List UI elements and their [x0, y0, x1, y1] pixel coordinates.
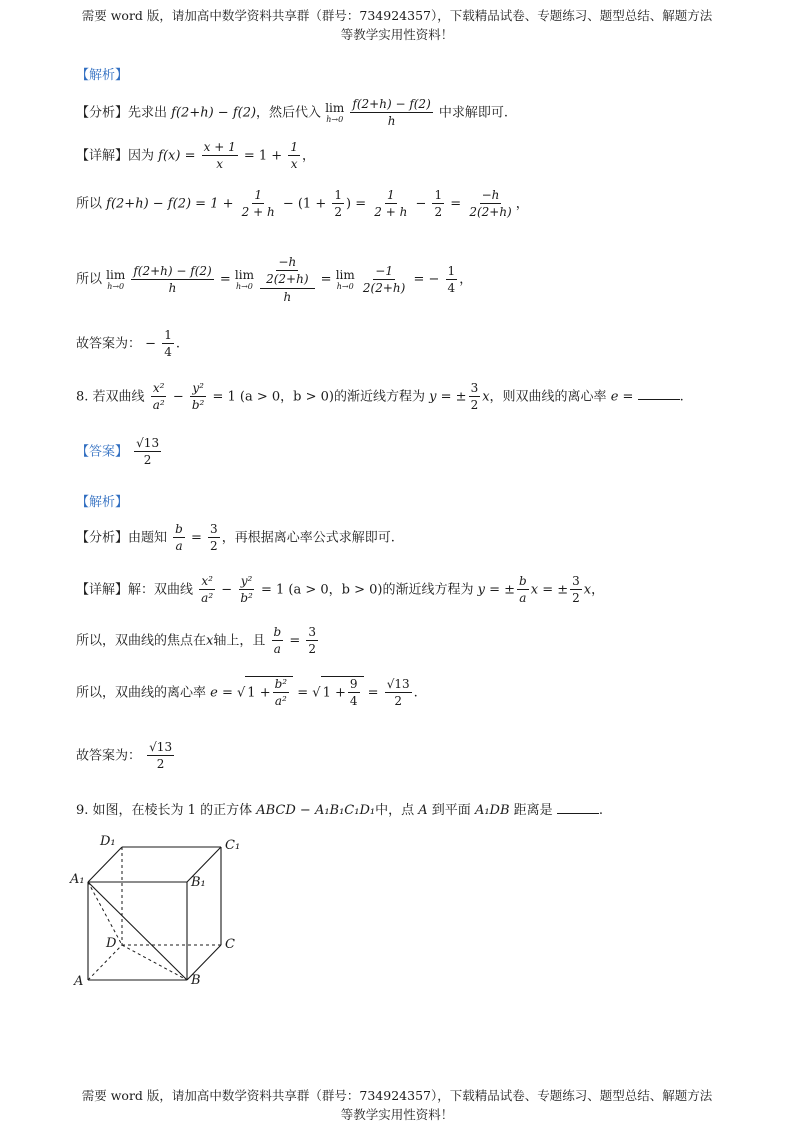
diag-a1-d — [88, 882, 122, 945]
label-a1: A₁ — [70, 872, 85, 887]
limit-symbol: lim h→0 — [325, 100, 345, 125]
jiexi-label-q8: 【解析】 — [76, 495, 129, 510]
fenxi-text-a: 先求出 — [128, 105, 168, 121]
edge-a-d — [88, 945, 122, 980]
xiangjie-label: 【详解】 — [76, 148, 129, 164]
cube-figure — [70, 832, 250, 992]
diag-d-b — [122, 945, 187, 980]
q8-xiangjie: 【详解】解：双曲线 $\frac{\text{x²}}{\text{a²}}$ − $\frac{\text{y²}}{\text{b²}}$ = 1 (a > 0，b > 0)的渐近线方程为 y = ± $\frac{b}{a}$ x = ± $\frac{3}{2}$ x， — [76, 574, 605, 606]
header-line-1: 需要 word 版，请加高中数学资料共享群（群号：734924357），下载精品试卷、专题练习、题型总结、解题方法 — [81, 8, 713, 23]
page-header — [0, 6, 794, 44]
cube-diagram — [70, 832, 250, 992]
label-a: A — [74, 974, 84, 989]
jiexi-label-q7: 【解析】 — [76, 68, 129, 83]
fenxi-text-c: 中求解即可. — [438, 105, 509, 121]
question-9: 9. 如图，在棱长为 1 的正方体 ABCD − A₁B₁C₁D₁中，点 A 到平面 A₁DB 距离是 . — [76, 803, 603, 818]
question-8: 8. 若双曲线 $\frac{\text{x²}}{\text{a²}}$ − $\frac{\text{y²}}{\text{b²}}$ = 1 (a > 0，b > 0)的渐近线方程为 y = ± $\frac{3}{2}$ x，则双曲线的离心率 e = . — [76, 381, 684, 413]
label-b1: B₁ — [191, 875, 206, 890]
answer-label-q8: 【答案】 — [76, 444, 129, 460]
q7-answer: 故答案为： − $\frac{1}{4}$ . — [76, 328, 180, 360]
label-c1: C₁ — [225, 838, 241, 853]
limit-fraction: $\frac{f(2+h) - f(2)}{h}$ — [352, 97, 431, 129]
answer-blank-q8 — [638, 399, 680, 400]
fenxi-label: 【分析】 — [76, 105, 129, 121]
label-c: C — [225, 937, 235, 952]
answer-blank-q9 — [557, 813, 599, 814]
fx-fraction: $\frac{x + 1}{x}$ — [203, 140, 236, 172]
q7-fenxi — [76, 97, 508, 129]
label-d: D — [106, 936, 117, 951]
q7-step-2: 所以 lim h→0 $\frac{f(2+h) - f(2)}{h}$ = lim h→0 $\frac{\frac{-h}{2(2+h)}}{h}$ = lim h→0 $\frac{-1}{2(2+h)}$ = − $\frac{1}{4}$ ， — [76, 255, 473, 304]
header-line-2: 等教学实用性资料！ — [340, 27, 454, 42]
fenxi-expr: f(2+h) − f(2) — [171, 105, 257, 121]
q8-focus-line: 所以，双曲线的焦点在x轴上，且 $\frac{b}{a}$ = $\frac{3}{2}$ — [76, 625, 317, 657]
q7-step-1: 所以 f(2+h) − f(2) = 1 + $\frac{1}{2 + h}$ − (1 + $\frac{1}{2}$ ) = $\frac{1}{2 + h}$ − $\frac{1}{2}$ = $\frac{-h}{2(2+h)}$ ， — [76, 188, 529, 220]
q8-final-answer: 故答案为： $\frac{√13}{2}$ — [76, 740, 173, 772]
q7-xiangjie: 【详解】因为 f(x) = $\frac{x + 1}{x}$ = 1 + $\frac{1}{x}$ ， — [76, 140, 315, 172]
page-footer — [0, 1086, 794, 1124]
footer-line-2: 等教学实用性资料！ — [340, 1107, 454, 1122]
fenxi-text-b: ，然后代入 — [256, 105, 322, 121]
q8-number: 8. — [76, 389, 89, 405]
edge-a1-d1 — [88, 847, 122, 882]
q8-answer: 【答案】 $\frac{√13}{2}$ — [76, 436, 160, 468]
q8-eccentricity-line: 所以，双曲线的离心率 e = √ 1 + $\frac{\text{b²}}{\text{a²}}$ = √ 1 + $\frac{9}{4}$ = $\frac{√13}{2}$ . — [76, 677, 418, 709]
q9-number: 9. — [76, 803, 89, 818]
label-d1: D₁ — [100, 834, 116, 849]
label-b: B — [191, 973, 201, 988]
footer-line-1: 需要 word 版，请加高中数学资料共享群（群号：734924357），下载精品试卷、专题练习、题型总结、解题方法 — [81, 1088, 713, 1103]
q8-fenxi: 【分析】由题知 $\frac{b}{a}$ = $\frac{3}{2}$ ，再根据离心率公式求解即可. — [76, 522, 395, 554]
